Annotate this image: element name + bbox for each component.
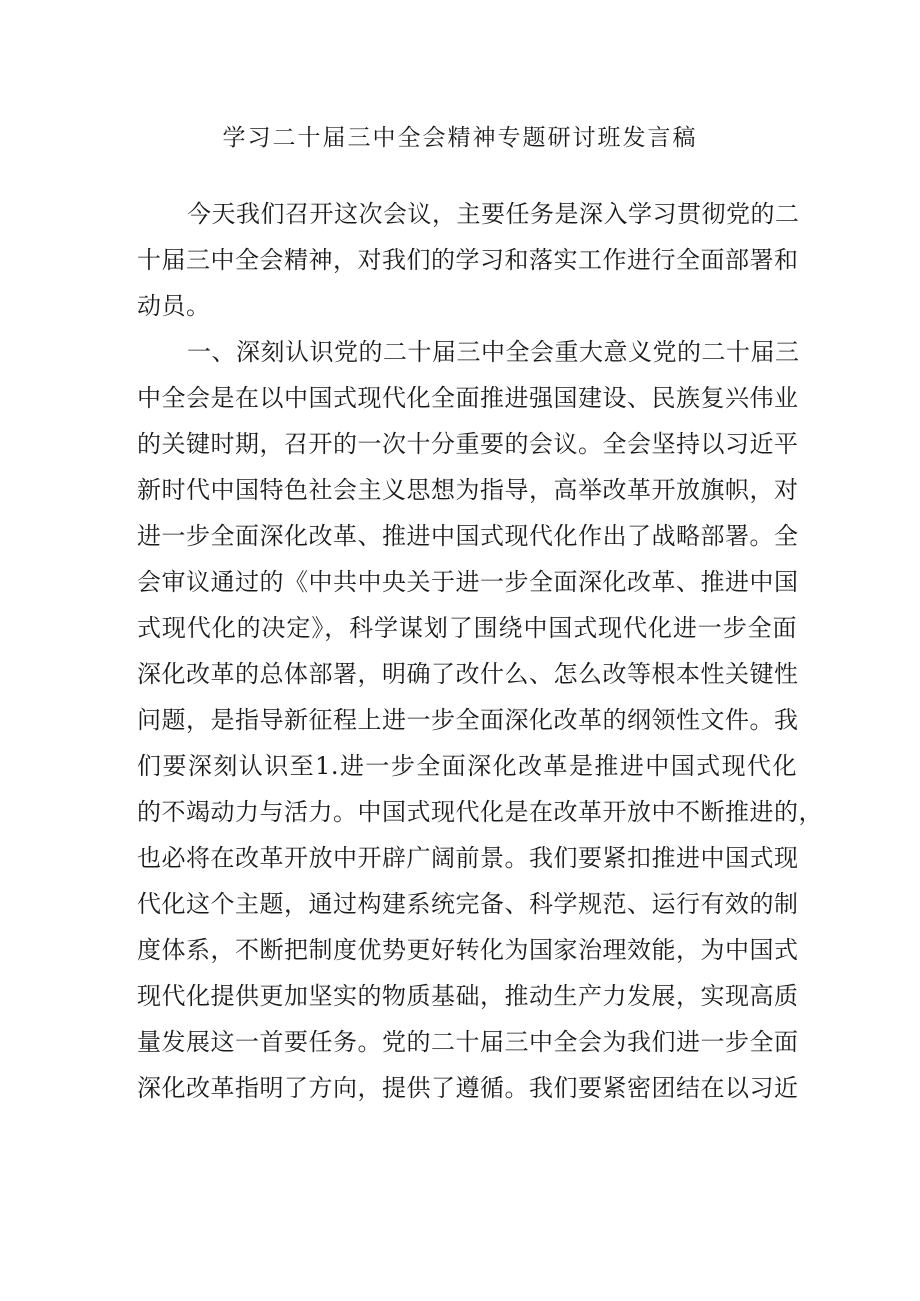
paragraph-line: 中全会是在以中国式现代化全面推进强国建设、民族复兴伟业 [137, 384, 799, 412]
paragraph-line: 深化改革的总体部署，明确了改什么、怎么改等根本性关键性 [137, 660, 799, 688]
paragraph-line: 动员。 [137, 292, 211, 320]
paragraph-line: 现代化提供更加坚实的物质基础，推动生产力发展，实现高质 [137, 982, 799, 1010]
paragraph-line: 深化改革指明了方向，提供了遵循。我们要紧密团结在以习近 [137, 1074, 799, 1102]
document-title: 学习二十届三中全会精神专题研讨班发言稿 [222, 125, 698, 151]
paragraph-line: 代化这个主题，通过构建系统完备、科学规范、运行有效的制 [137, 890, 799, 918]
paragraph-line: 十届三中全会精神，对我们的学习和落实工作进行全面部署和 [137, 246, 799, 274]
paragraph-line: 的不竭动力与活力。中国式现代化是在改革开放中不断推进的， [137, 798, 823, 826]
paragraph-line: 也必将在改革开放中开辟广阔前景。我们要紧扣推进中国式现 [137, 844, 799, 872]
paragraph-line: 们要深刻认识至1.进一步全面深化改革是推进中国式现代化 [137, 752, 797, 780]
paragraph-line: 的关键时期，召开的一次十分重要的会议。全会坚持以习近平 [137, 430, 799, 458]
paragraph-line: 今天我们召开这次会议，主要任务是深入学习贯彻党的二 [187, 200, 800, 228]
paragraph-line: 量发展这一首要任务。党的二十届三中全会为我们进一步全面 [137, 1028, 799, 1056]
paragraph-line: 式现代化的决定》，科学谋划了围绕中国式现代化进一步全面 [137, 614, 797, 642]
paragraph-line: 新时代中国特色社会主义思想为指导，高举改革开放旗帜，对 [137, 476, 799, 504]
paragraph-line: 度体系，不断把制度优势更好转化为国家治理效能，为中国式 [137, 936, 799, 964]
paragraph-line: 会审议通过的《中共中央关于进一步全面深化改革、推进中国 [137, 568, 799, 596]
paragraph-line: 进一步全面深化改革、推进中国式现代化作出了战略部署。全 [137, 522, 799, 550]
paragraph-line: 一、深刻认识党的二十届三中全会重大意义党的二十届三 [187, 338, 800, 366]
document-body [137, 191, 823, 1111]
paragraph-line: 问题，是指导新征程上进一步全面深化改革的纲领性文件。我 [137, 706, 799, 734]
